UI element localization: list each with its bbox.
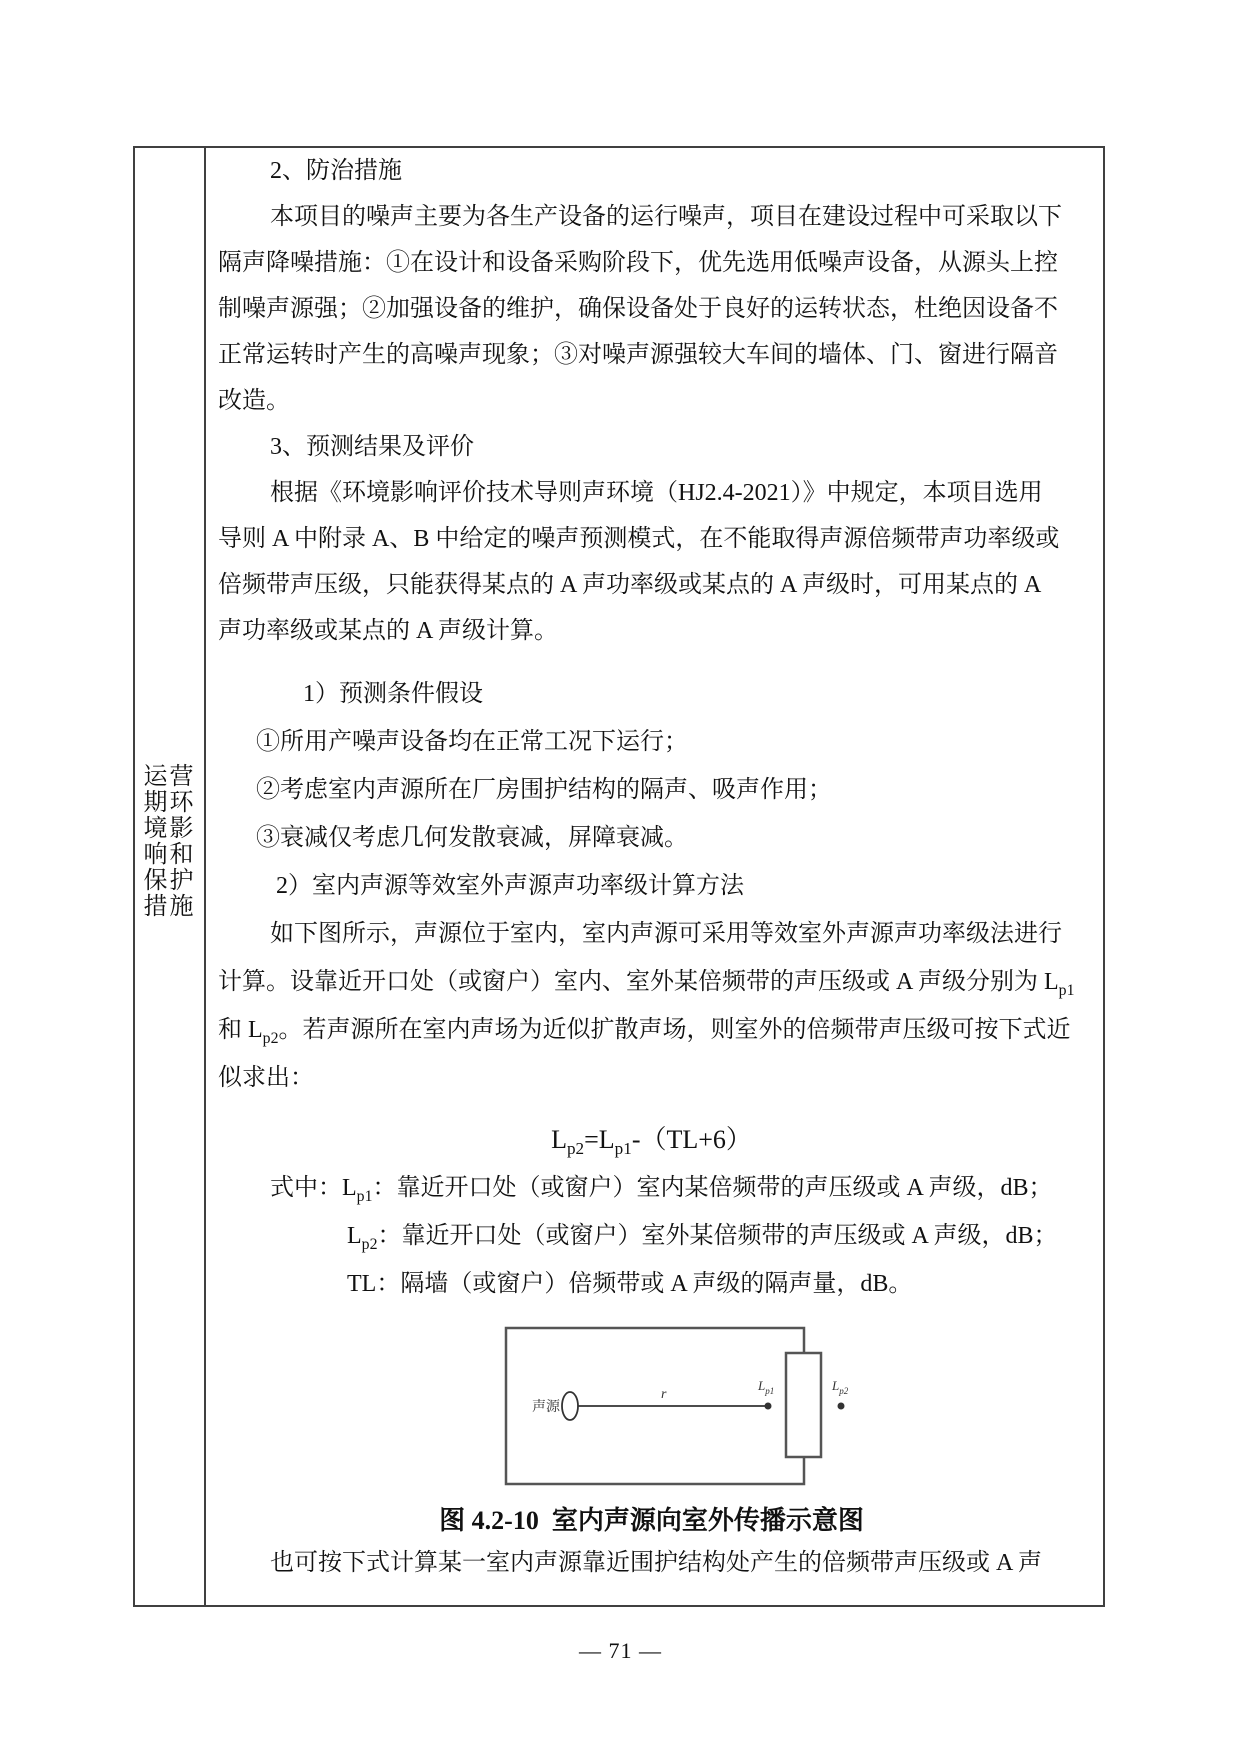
page-number: — 71 — bbox=[579, 1638, 662, 1663]
content-line: 改造。 bbox=[218, 388, 290, 414]
content-line: 1）预测条件假设 bbox=[303, 681, 483, 707]
content-line: 计算。设靠近开口处（或窗户）室内、室外某倍频带的声压级或 A 声级分别为 $L_{p1}$ bbox=[218, 969, 1075, 999]
content-line: 导则 A 中附录 A、B 中给定的噪声预测模式，在不能取得声源倍频带声功率级或 bbox=[218, 526, 1060, 552]
content-line: TL：隔墙（或窗户）倍频带或 A 声级的隔声量，dB。 bbox=[347, 1271, 913, 1297]
lp1-label: $L_{p1}$ bbox=[758, 1378, 775, 1396]
source-ellipse-icon bbox=[562, 1392, 578, 1420]
row-header-line: 响和 bbox=[143, 841, 196, 868]
content-line: 和 $L_{p2}$。若声源所在室内声场为近似扩散声场，则室外的倍频带声压级可按下式近 bbox=[218, 1017, 1071, 1047]
report-table bbox=[133, 146, 1105, 1607]
table-row-header-cell bbox=[135, 148, 206, 1605]
row-header-line: 保护 bbox=[143, 867, 196, 894]
content-line: 3、预测结果及评价 bbox=[270, 434, 474, 460]
lp2-point bbox=[838, 1403, 845, 1410]
content-line: 正常运转时产生的高噪声现象；③对噪声源强较大车间的墙体、门、窗进行隔音 bbox=[218, 342, 1058, 368]
row-header-line: 期环 bbox=[143, 789, 196, 816]
lp1-point bbox=[765, 1403, 772, 1410]
content-line: 声功率级或某点的 A 声级计算。 bbox=[218, 618, 559, 644]
content-line: 本项目的噪声主要为各生产设备的运行噪声，项目在建设过程中可采取以下 bbox=[270, 204, 1062, 230]
content-line: ③衰减仅考虑几何发散衰减，屏障衰减。 bbox=[256, 825, 688, 851]
content-line: 隔声降噪措施：①在设计和设备采购阶段下，优先选用低噪声设备，从源头上控 bbox=[218, 250, 1058, 276]
closing-paragraph-line: 也可按下式计算某一室内声源靠近围护结构处产生的倍频带声压级或 A 声 bbox=[270, 1550, 1043, 1576]
row-header-label bbox=[144, 764, 196, 920]
figure-caption: 图 4.2-10 室内声源向室外传播示意图 bbox=[439, 1506, 864, 1535]
content-line: $L_{p2}=L_{p1}-(TL+6)$ bbox=[551, 1125, 752, 1159]
lp2-label: $L_{p2}$ bbox=[832, 1378, 849, 1396]
content-lines bbox=[218, 148, 1085, 1308]
row-header-line: 境影 bbox=[143, 815, 196, 842]
content-line: $L_{p2}$：靠近开口处（或窗户）室外某倍频带的声压级或 A 声级，dB； bbox=[347, 1223, 1058, 1253]
content-line: 似求出： bbox=[218, 1065, 314, 1091]
row-header-line: 措施 bbox=[143, 893, 196, 920]
content-line: ①所用产噪声设备均在正常工况下运行； bbox=[256, 729, 688, 755]
source-label: 声源 bbox=[532, 1400, 560, 1415]
content-line: 2、防治措施 bbox=[270, 158, 402, 184]
content-line: 倍频带声压级，只能获得某点的 A 声功率级或某点的 A 声级时，可用某点的 A bbox=[218, 572, 1042, 598]
window-rect bbox=[786, 1353, 821, 1457]
row-header-line: 运营 bbox=[143, 763, 196, 790]
table-content-cell bbox=[206, 148, 1103, 1605]
content-line: 根据《环境影响评价技术导则声环境（HJ2.4-2021）》中规定，本项目选用 bbox=[270, 480, 1043, 506]
distance-label: r bbox=[661, 1387, 667, 1402]
content-line: 制噪声源强；②加强设备的维护，确保设备处于良好的运转状态，杜绝因设备不 bbox=[218, 296, 1058, 322]
content-line: 2）室内声源等效室外声源声功率级计算方法 bbox=[276, 873, 744, 899]
content-line: 式中：$L_{p1}$：靠近开口处（或窗户）室内某倍频带的声压级或 A 声级，dB； bbox=[270, 1175, 1053, 1205]
content-line: 如下图所示，声源位于室内，室内声源可采用等效室外声源声功率级法进行 bbox=[270, 921, 1062, 947]
figure-diagram bbox=[218, 1318, 1085, 1488]
content-line: ②考虑室内声源所在厂房围护结构的隔声、吸声作用； bbox=[256, 777, 832, 803]
indoor-source-diagram bbox=[496, 1318, 896, 1488]
